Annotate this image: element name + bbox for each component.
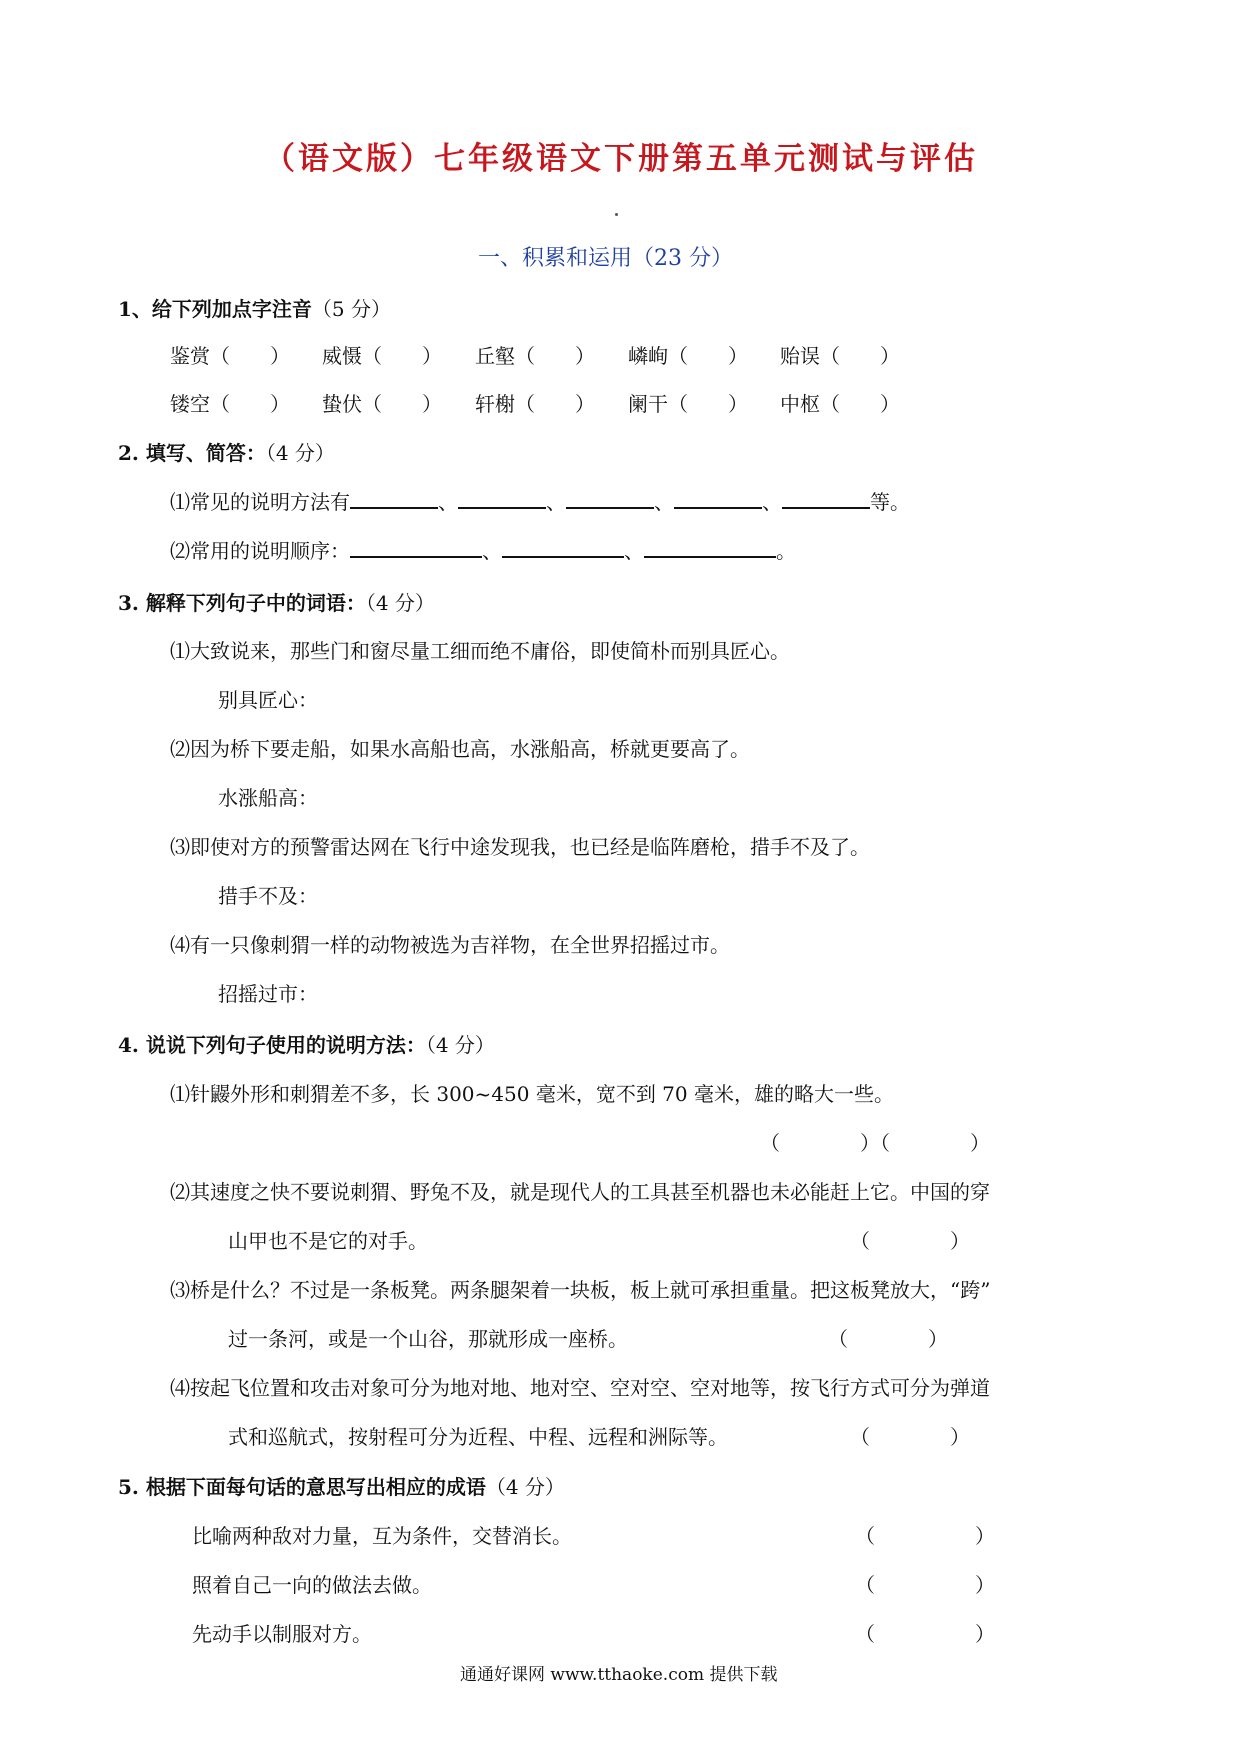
question-points: （4 分） [425, 1033, 495, 1057]
answer-parentheses[interactable]: （ ） [855, 1573, 995, 1597]
sentence: ⑵其速度之快不要说刺猬、野兔不及，就是现代人的工具甚至机器也未必能赶上它。中国的穿 [170, 1180, 990, 1204]
question-label: 1、给下列加点字注音 [118, 297, 312, 321]
pinyin-item: 轩榭（ ） [475, 392, 595, 416]
sentence: ⑶即使对方的预警雷达网在飞行中途发现我，也已经是临阵磨枪，措手不及了。 [170, 835, 870, 859]
answer-parentheses[interactable]: （ ） [855, 1622, 995, 1646]
answer-blank[interactable] [458, 489, 546, 509]
sentence: ⑵因为桥下要走船，如果水高船也高，水涨船高，桥就更要高了。 [170, 737, 750, 761]
question-points: （4 分） [265, 441, 335, 465]
word-prompt: 水涨船高： [218, 786, 318, 810]
question-3-heading [118, 587, 435, 616]
fill-prefix: ⑴常见的说明方法有 [170, 490, 350, 514]
pinyin-item: 威慑（ ） [322, 344, 442, 368]
separator: 、 [762, 490, 782, 514]
idiom-definition: 比喻两种敌对力量，互为条件，交替消长。 [192, 1524, 572, 1548]
section-heading: 一、积累和运用（23 分） [478, 246, 733, 271]
separator: 、 [438, 490, 458, 514]
word-prompt: 招摇过市： [218, 982, 318, 1006]
question-label: 3. 解释下列句子中的词语： [118, 591, 366, 615]
pinyin-item: 嶙峋（ ） [628, 344, 748, 368]
answer-blank[interactable] [350, 538, 482, 558]
answer-blank[interactable] [566, 489, 654, 509]
word-prompt: 别具匠心： [218, 688, 318, 712]
sentence-continued: 山甲也不是它的对手。 [228, 1229, 428, 1253]
answer-blank[interactable] [644, 538, 776, 558]
pinyin-item: 鉴赏（ ） [170, 344, 290, 368]
idiom-definition: 先动手以制服对方。 [192, 1622, 372, 1646]
separator: 、 [654, 490, 674, 514]
question-label: 5. 根据下面每句话的意思写出相应的成语 [118, 1475, 486, 1499]
question-2-heading [118, 437, 335, 466]
fill-suffix: 。 [776, 539, 796, 563]
document-title: （语文版）七年级语文下册第五单元测试与评估 [264, 141, 978, 177]
sentence: ⑴针鼹外形和刺猬差不多，长 300~450 毫米，宽不到 70 毫米，雄的略大一些。 [170, 1082, 894, 1106]
pinyin-item: 丘壑（ ） [475, 344, 595, 368]
sentence: ⑷有一只像刺猬一样的动物被选为吉祥物，在全世界招摇过市。 [170, 933, 730, 957]
sentence-continued: 过一条河，或是一个山谷，那就形成一座桥。 [228, 1327, 628, 1351]
question-points: （4 分） [485, 1475, 565, 1499]
question-4-heading [118, 1029, 495, 1058]
question-label: 2. 填写、简答： [118, 441, 266, 465]
question-1-heading [118, 293, 391, 322]
fill-suffix: 等。 [870, 490, 910, 514]
fill-prefix: ⑵常用的说明顺序： [170, 539, 350, 563]
answer-blank[interactable] [782, 489, 870, 509]
question-label: 4. 说说下列句子使用的说明方法： [118, 1033, 426, 1057]
page-footer: 通通好课网 www.tthaoke.com 提供下载 [460, 1665, 778, 1685]
sentence: ⑴大致说来，那些门和窗尽量工细而绝不庸俗，即使简朴而别具匠心。 [170, 639, 790, 663]
answer-blank[interactable] [350, 489, 438, 509]
idiom-definition: 照着自己一向的做法去做。 [192, 1573, 432, 1597]
answer-parentheses[interactable]: （ ）（ ） [760, 1131, 990, 1155]
answer-parentheses[interactable]: （ ） [850, 1425, 970, 1449]
word-prompt: 措手不及： [218, 884, 318, 908]
pinyin-item: 蛰伏（ ） [322, 392, 442, 416]
answer-parentheses[interactable]: （ ） [850, 1229, 970, 1253]
pinyin-item: 阑干（ ） [628, 392, 748, 416]
sentence-continued: 式和巡航式，按射程可分为近程、中程、远程和洲际等。 [228, 1425, 728, 1449]
separator: 、 [546, 490, 566, 514]
question-points: （5 分） [311, 297, 392, 321]
pinyin-item: 贻误（ ） [780, 344, 900, 368]
fill-line-2 [170, 535, 796, 564]
answer-parentheses[interactable]: （ ） [855, 1524, 995, 1548]
answer-parentheses[interactable]: （ ） [828, 1327, 948, 1351]
sentence: ⑷按起飞位置和攻击对象可分为地对地、地对空、空对空、空对地等，按飞行方式可分为弹道 [170, 1376, 990, 1400]
stray-dot [615, 213, 618, 216]
answer-blank[interactable] [502, 538, 624, 558]
separator: 、 [482, 539, 502, 563]
question-points: （4 分） [365, 591, 435, 615]
sentence: ⑶桥是什么？不过是一条板凳。两条腿架着一块板，板上就可承担重量。把这板凳放大，“跨” [170, 1278, 991, 1302]
question-5-heading [118, 1471, 565, 1500]
answer-blank[interactable] [674, 489, 762, 509]
pinyin-item: 镂空（ ） [170, 392, 290, 416]
pinyin-item: 中枢（ ） [780, 392, 900, 416]
fill-line-1 [170, 486, 910, 515]
separator: 、 [624, 539, 644, 563]
